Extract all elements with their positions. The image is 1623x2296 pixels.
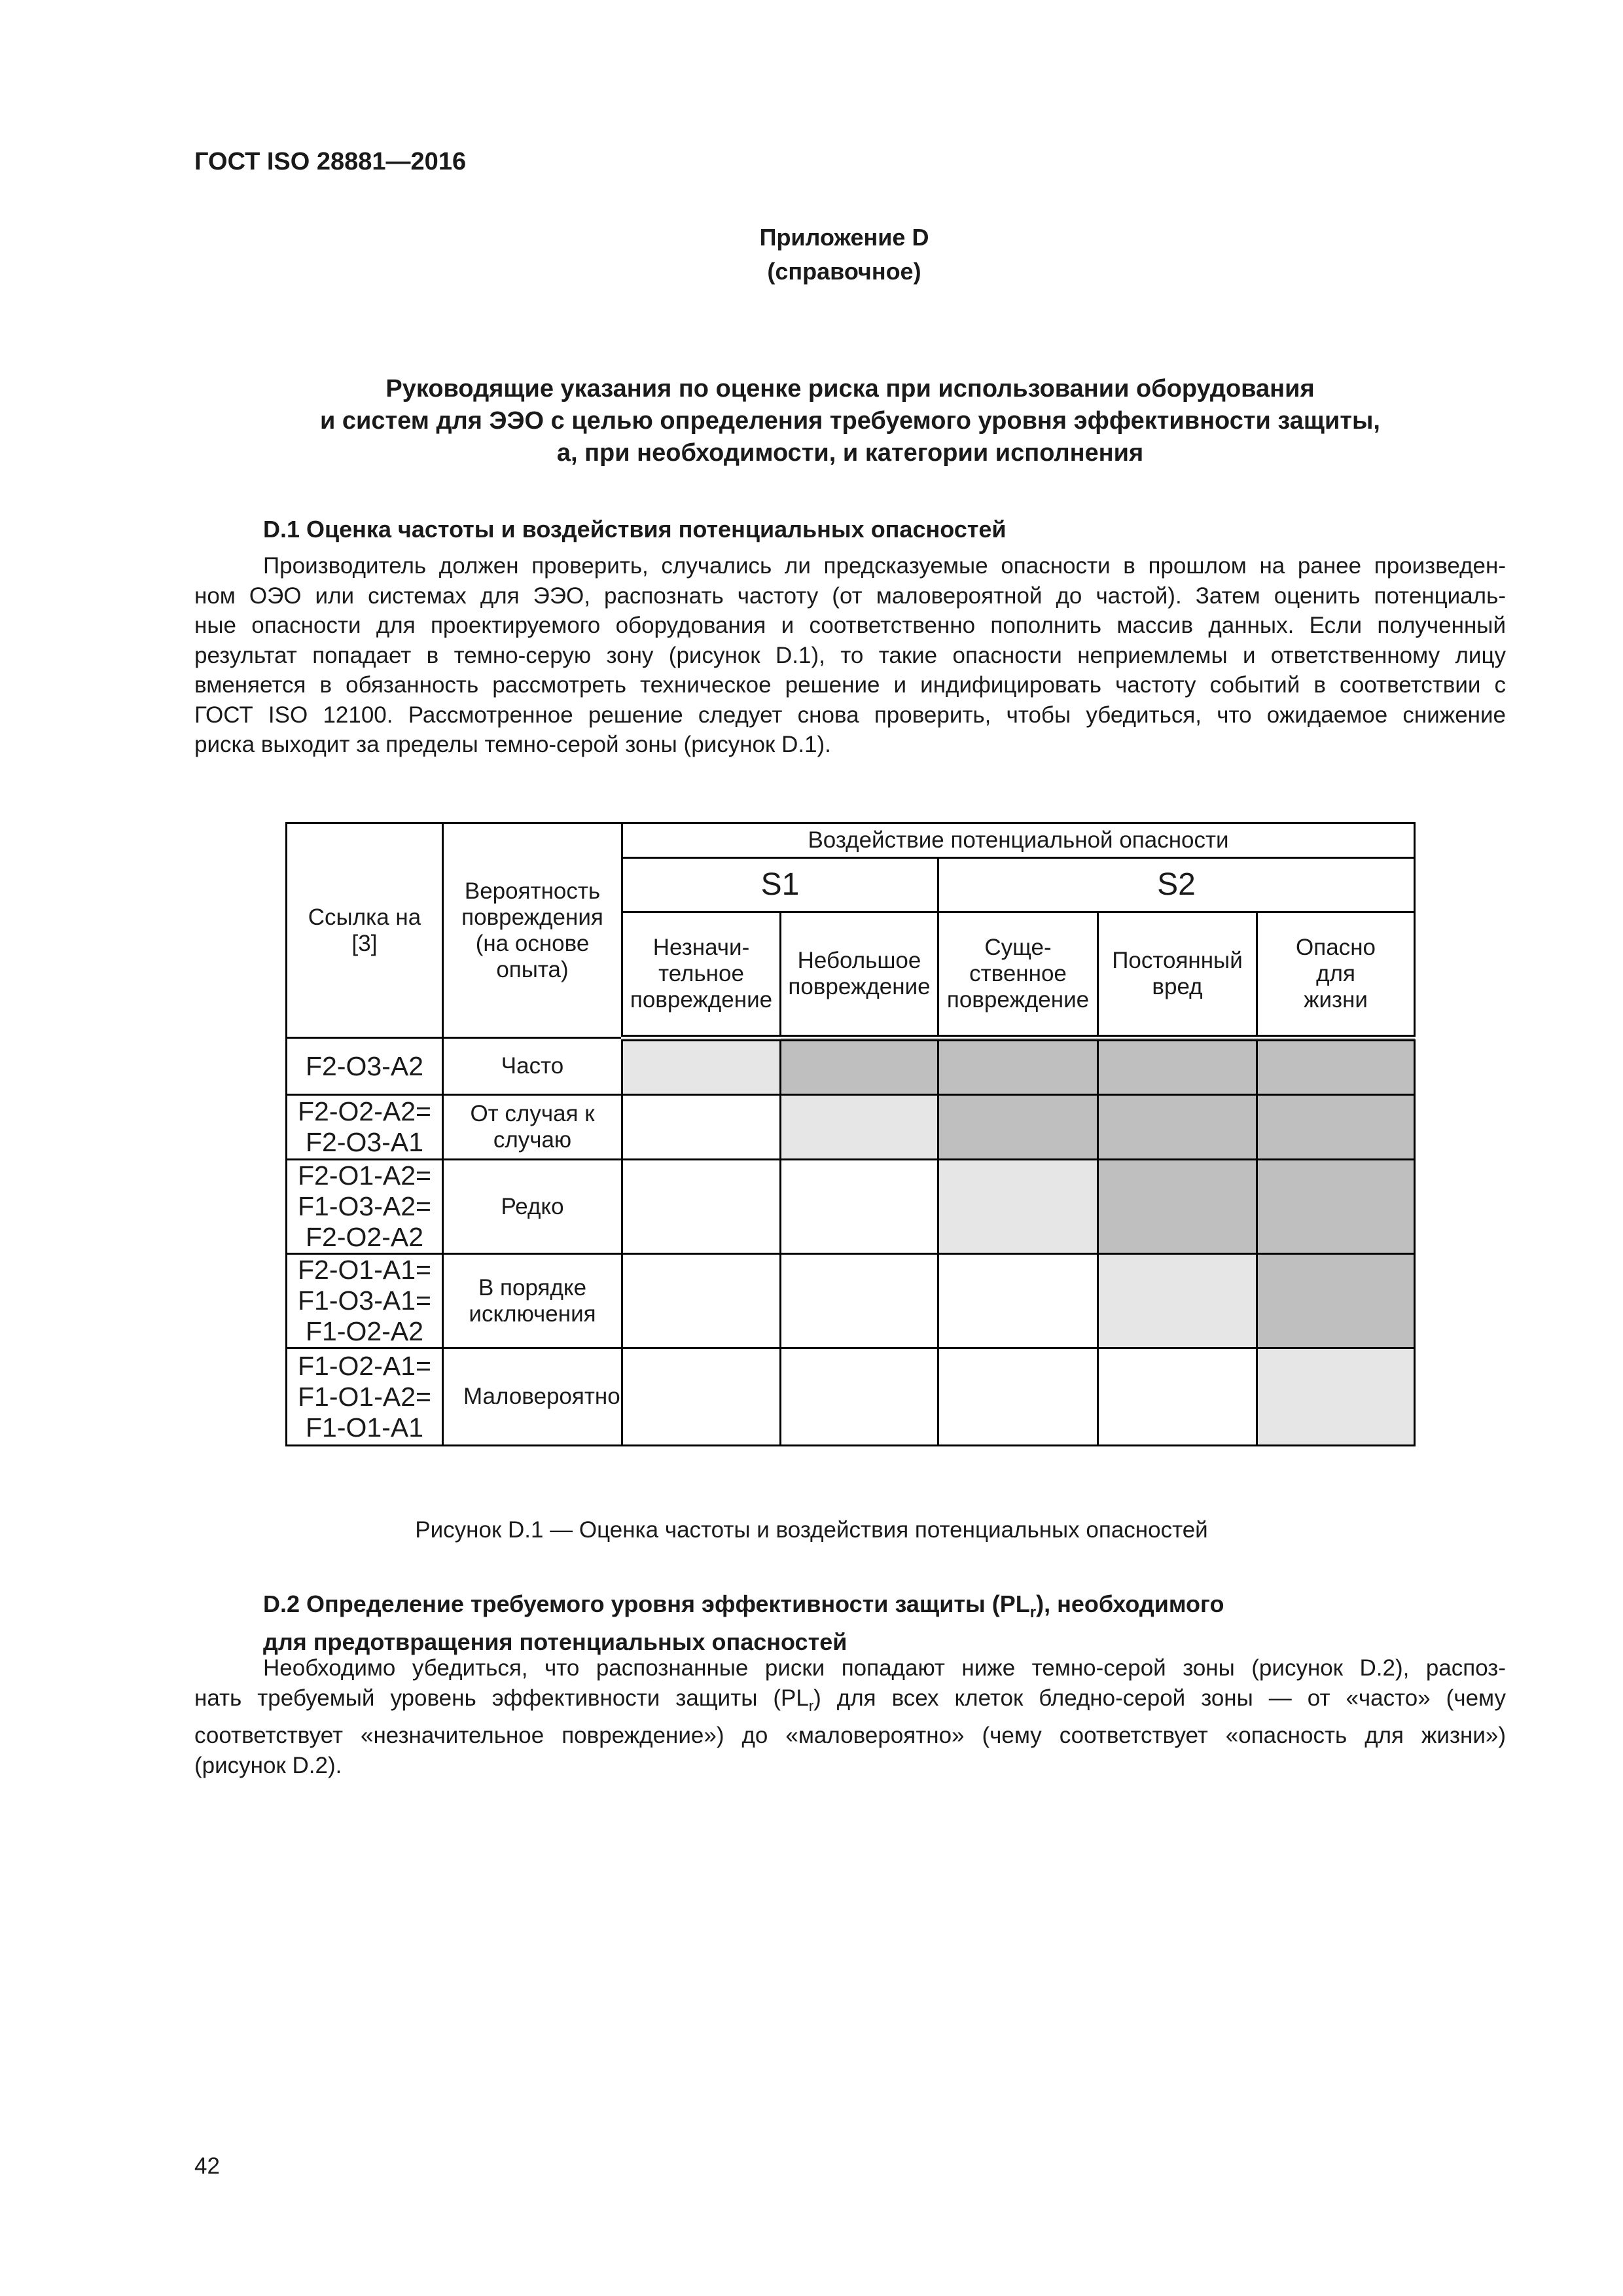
severity-header: Незначи-тельное повреждение bbox=[622, 912, 781, 1038]
probability-cell: От случая к случаю bbox=[443, 1095, 622, 1160]
risk-zone-cell-none bbox=[1098, 1348, 1257, 1446]
risk-zone-cell-light bbox=[1257, 1348, 1415, 1446]
table-row bbox=[287, 1160, 1415, 1254]
section-d2-paragraph bbox=[194, 1653, 1506, 1780]
risk-zone-cell-dark bbox=[1098, 1038, 1257, 1095]
probability-cell: Редко bbox=[443, 1160, 622, 1254]
paragraph-line bbox=[194, 1683, 1506, 1721]
reference-cell: F1-O2-A1= F1-O1-A2= F1-O1-A1 bbox=[287, 1348, 443, 1446]
text: нать требуемый уровень эффективности защиты (PL bbox=[194, 1685, 809, 1711]
figure-caption: Рисунок D.1 — Оценка частоты и воздействия потенциальных опасностей bbox=[415, 1517, 1208, 1543]
severity-header: Постоянный вред bbox=[1098, 912, 1257, 1038]
paragraph-line: ном ОЭО или системах для ЭЭО, распознать частоту (от маловероятной до частой). Затем оценить потенциаль- bbox=[194, 583, 1506, 609]
risk-zone-cell-light bbox=[781, 1095, 938, 1160]
subscript: r bbox=[1029, 1604, 1037, 1622]
table-row bbox=[287, 1254, 1415, 1348]
table-row bbox=[287, 1095, 1415, 1160]
page-number: 42 bbox=[194, 2153, 220, 2179]
column-header-impact: Воздействие потенциальной опасности bbox=[622, 823, 1415, 858]
paragraph-line: риска выходит за пределы темно-серой зоны (рисунок D.1). bbox=[194, 732, 831, 757]
section-d1-heading: D.1 Оценка частоты и воздействия потенциальных опасностей bbox=[263, 516, 1007, 543]
document-header: ГОСТ ISO 28881—2016 bbox=[194, 148, 467, 175]
column-header-s2: S2 bbox=[938, 858, 1415, 912]
reference-cell: F2-O1-A1= F1-O3-A1= F1-O2-A2 bbox=[287, 1254, 443, 1348]
reference-cell: F2-O2-A2= F2-O3-A1 bbox=[287, 1095, 443, 1160]
heading-text: для предотвращения потенциальных опасностей bbox=[263, 1628, 847, 1656]
heading-line: Руководящие указания по оценке риска при использовании оборудования bbox=[385, 375, 1315, 403]
risk-zone-cell-none bbox=[781, 1254, 938, 1348]
paragraph-line: Производитель должен проверить, случались ли предсказуемые опасности в прошлом на ранее произведен- bbox=[263, 553, 1506, 579]
section-d1-paragraph bbox=[194, 551, 1506, 760]
risk-zone-cell-dark bbox=[1257, 1038, 1415, 1095]
risk-zone-cell-none bbox=[781, 1348, 938, 1446]
reference-cell: F2-O3-A2 bbox=[287, 1038, 443, 1095]
risk-zone-cell-none bbox=[622, 1348, 781, 1446]
severity-header: Суще-ственное повреждение bbox=[938, 912, 1098, 1038]
appendix-title: Приложение D bbox=[759, 224, 929, 251]
risk-zone-cell-none bbox=[938, 1254, 1098, 1348]
heading-line: и систем для ЭЭО с целью определения требуемого уровня эффективности защиты, bbox=[320, 407, 1380, 435]
column-header-probability: Вероятность повреждения (на основе опыта) bbox=[443, 823, 622, 1038]
risk-zone-cell-none bbox=[622, 1254, 781, 1348]
heading-text: ), необходимого bbox=[1036, 1590, 1224, 1617]
risk-zone-cell-dark bbox=[1257, 1160, 1415, 1254]
risk-zone-cell-dark bbox=[1257, 1254, 1415, 1348]
table-row bbox=[287, 1348, 1415, 1446]
column-header-s1: S1 bbox=[622, 858, 938, 912]
risk-matrix-table bbox=[285, 822, 1416, 1446]
risk-zone-cell-none bbox=[781, 1160, 938, 1254]
risk-zone-cell-dark bbox=[1098, 1160, 1257, 1254]
appendix-heading bbox=[194, 373, 1506, 469]
risk-zone-cell-light bbox=[1098, 1254, 1257, 1348]
risk-zone-cell-dark bbox=[1257, 1095, 1415, 1160]
reference-cell: F2-O1-A2= F1-O3-A2= F2-O2-A2 bbox=[287, 1160, 443, 1254]
probability-cell: В порядке исключения bbox=[443, 1254, 622, 1348]
paragraph-line: результат попадает в темно-серую зону (рисунок D.1), то такие опасности неприемлемы и ответственному лицу bbox=[194, 642, 1506, 668]
risk-zone-cell-dark bbox=[938, 1095, 1098, 1160]
risk-zone-cell-none bbox=[622, 1095, 781, 1160]
paragraph-line: ные опасности для проектируемого оборудования и соответственно пополнить массив данных. Если полученный bbox=[194, 613, 1506, 638]
severity-header: Небольшое повреждение bbox=[781, 912, 938, 1038]
paragraph-line: Необходимо убедиться, что распознанные риски попадают ниже темно-серой зоны (рисунок D.2), распоз- bbox=[263, 1655, 1506, 1681]
paragraph-line: (рисунок D.2). bbox=[194, 1752, 342, 1778]
risk-zone-cell-light bbox=[622, 1038, 781, 1095]
risk-zone-cell-dark bbox=[938, 1038, 1098, 1095]
column-header-reference: Ссылка на [3] bbox=[287, 823, 443, 1038]
severity-header: Опасно для жизни bbox=[1257, 912, 1415, 1038]
paragraph-line: ГОСТ ISO 12100. Рассмотренное решение следует снова проверить, чтобы убедиться, что ожидаемое снижение bbox=[194, 702, 1506, 728]
paragraph-line: вменяется в обязанность рассмотреть техническое решение и индифицировать частоту событий в соответствии с bbox=[194, 672, 1506, 698]
table-row bbox=[287, 1038, 1415, 1095]
risk-zone-cell-none bbox=[938, 1348, 1098, 1446]
text: ) для всех клеток бледно-серой зоны — от «часто» (чему bbox=[813, 1685, 1506, 1711]
probability-cell: Маловероятно bbox=[443, 1348, 622, 1446]
section-d2-heading bbox=[263, 1589, 1224, 1657]
risk-zone-cell-dark bbox=[781, 1038, 938, 1095]
risk-zone-cell-none bbox=[622, 1160, 781, 1254]
risk-zone-cell-dark bbox=[1098, 1095, 1257, 1160]
risk-zone-cell-light bbox=[938, 1160, 1098, 1254]
heading-text: D.2 Определение требуемого уровня эффективности защиты (PL bbox=[263, 1590, 1030, 1617]
appendix-type: (справочное) bbox=[767, 258, 921, 285]
paragraph-line: соответствует «незначительное повреждение») до «маловероятно» (чему соответствует «опасность для жизни») bbox=[194, 1723, 1506, 1748]
probability-cell: Часто bbox=[443, 1038, 622, 1095]
subscript: r bbox=[808, 1697, 814, 1714]
heading-line: а, при необходимости, и категории исполнения bbox=[556, 439, 1144, 467]
